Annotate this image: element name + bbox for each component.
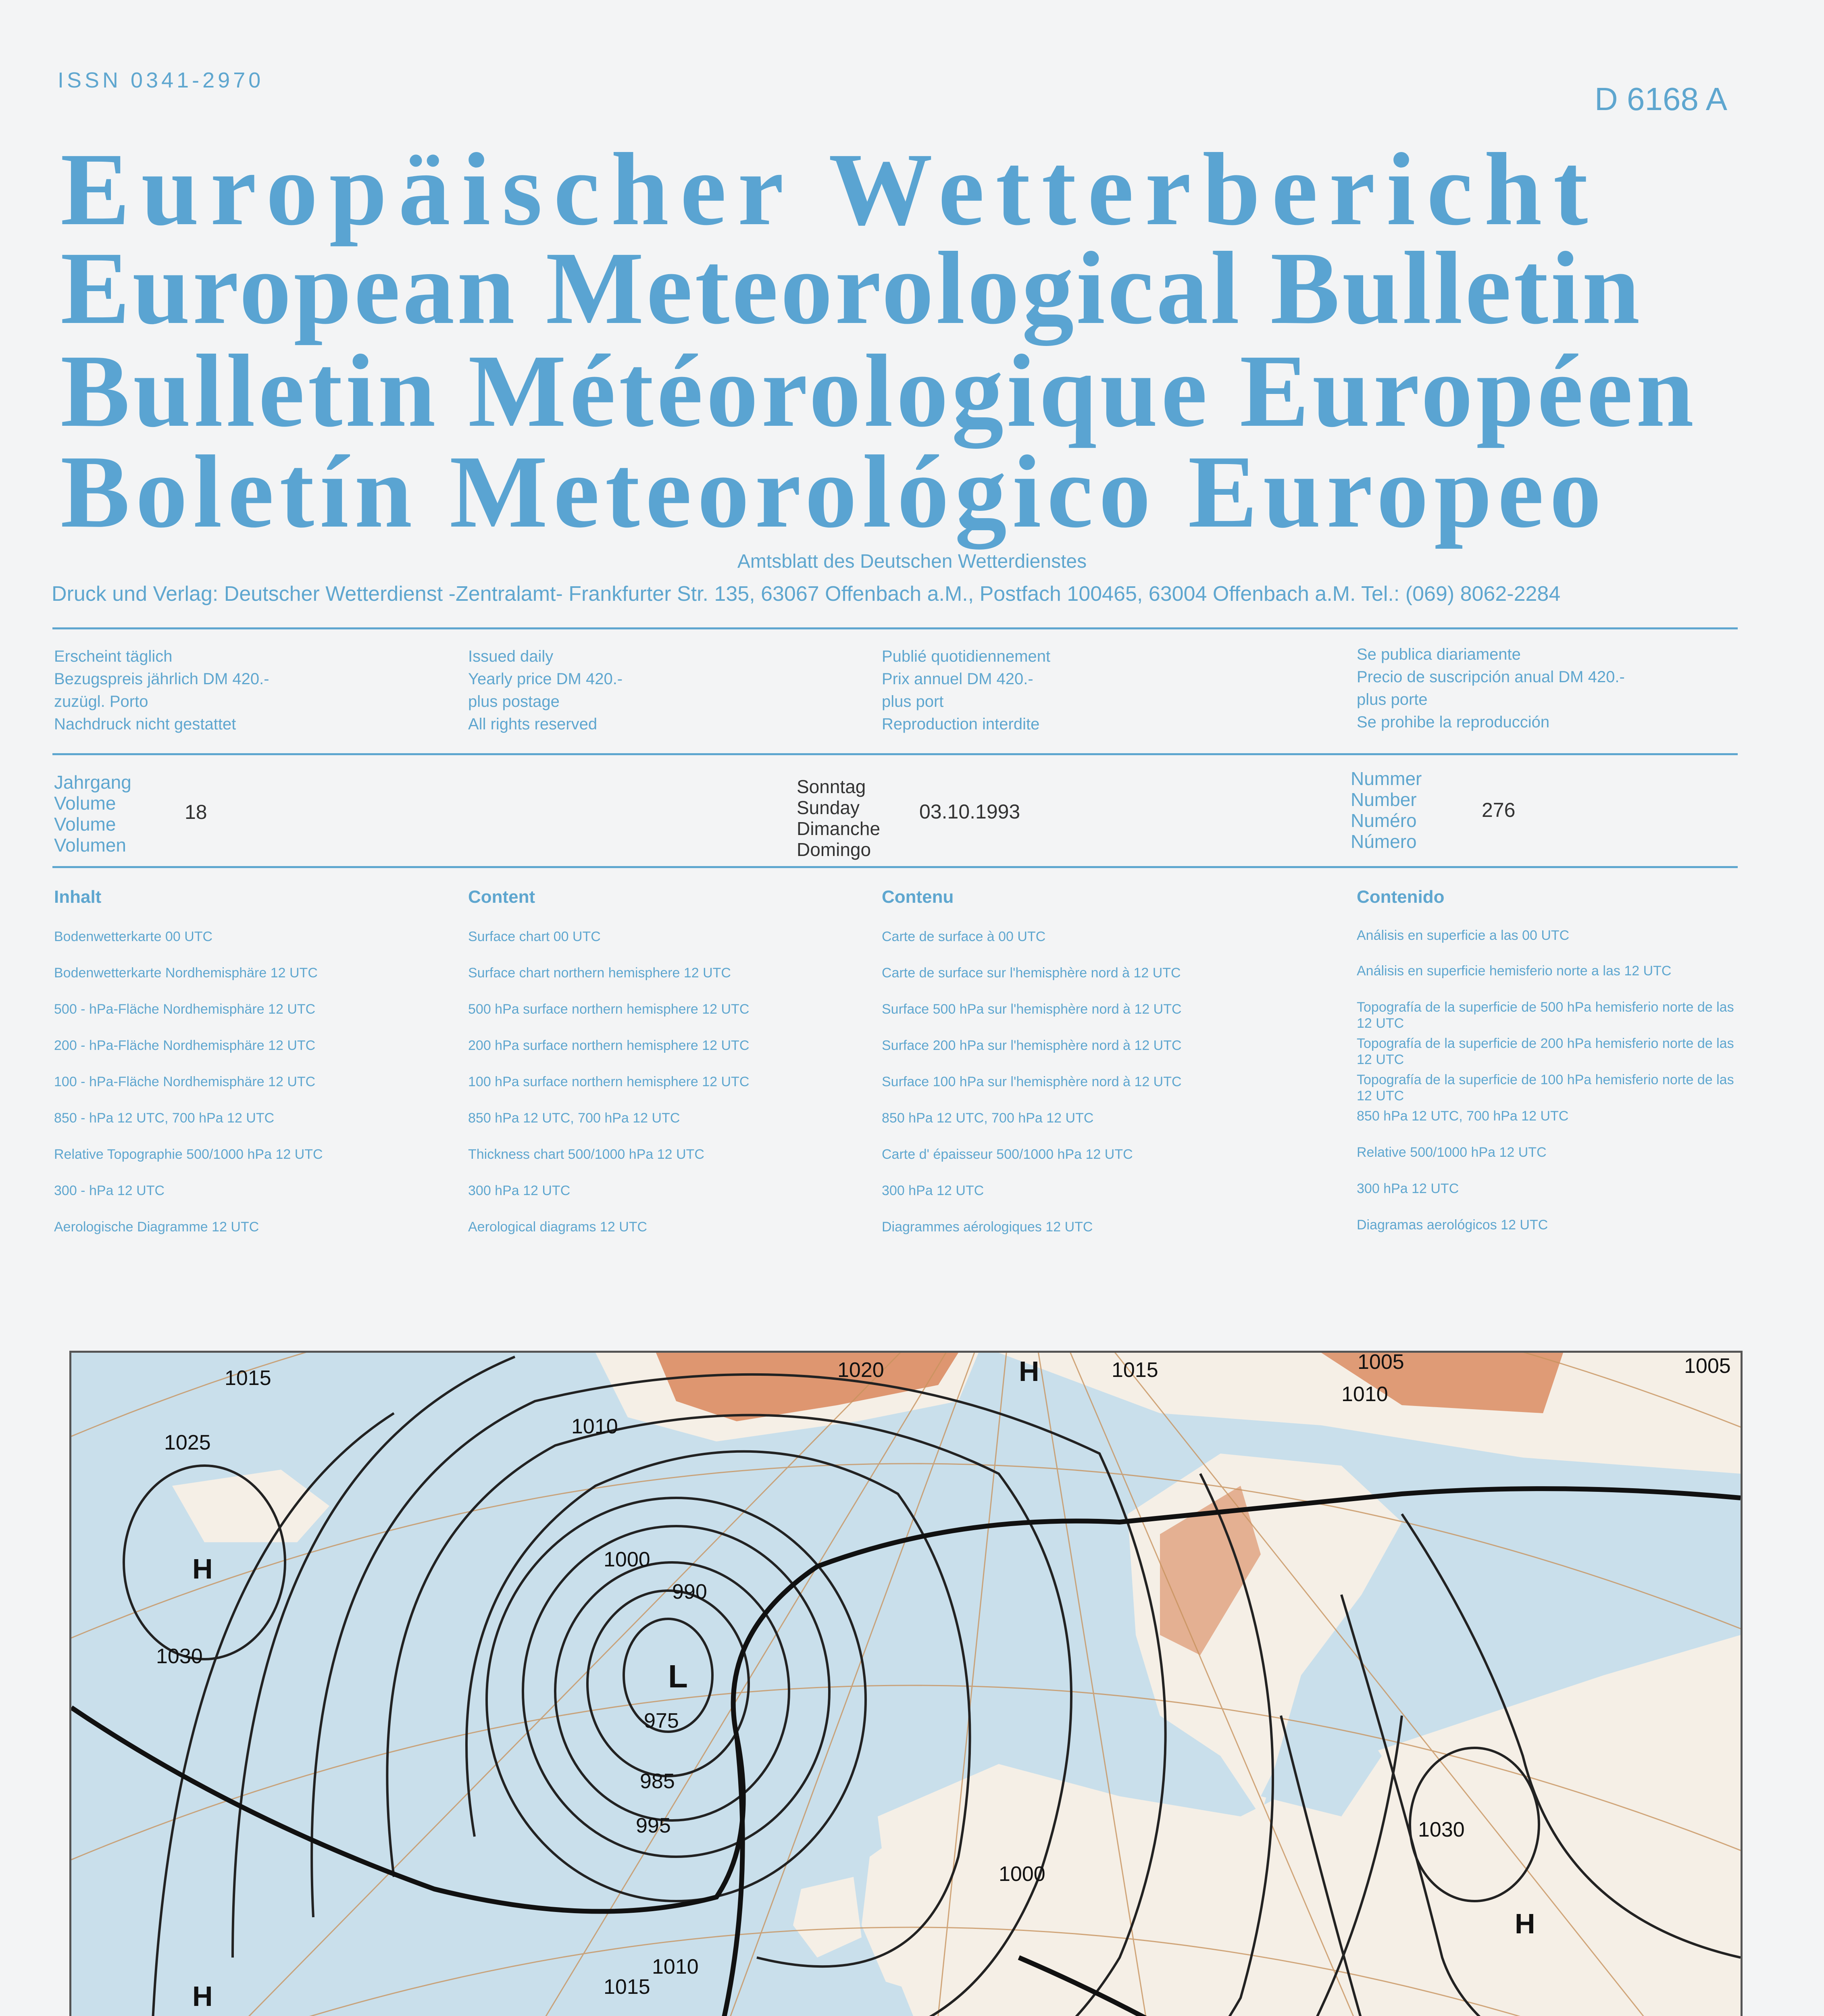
contents-heading-es: Contenido bbox=[1357, 887, 1445, 907]
isobar-label: 1010 bbox=[652, 1955, 699, 1979]
contents-item: 200 hPa surface northern hemisphere 12 UTC bbox=[468, 1038, 750, 1053]
contents-item: 300 hPa 12 UTC bbox=[882, 1183, 984, 1198]
pub-info-line: plus porte bbox=[1357, 691, 1428, 708]
issn-number: ISSN 0341-2970 bbox=[58, 68, 264, 92]
contents-item: Carte de surface à 00 UTC bbox=[882, 929, 1046, 944]
contents-item: Topografía de la superficie de 200 hPa hemisferio norte de las 12 UTC bbox=[1357, 1036, 1734, 1067]
pub-info-line: Bezugspreis jährlich DM 420.- bbox=[54, 670, 269, 688]
isobar-label: 1000 bbox=[604, 1548, 650, 1571]
pub-info-line: Yearly price DM 420.- bbox=[468, 670, 623, 688]
pub-info-line: plus port bbox=[882, 693, 944, 710]
day-label: Sonntag bbox=[797, 776, 866, 797]
contents-item: 100 hPa surface northern hemisphere 12 UTC bbox=[468, 1074, 750, 1089]
contents-item: 200 - hPa-Fläche Nordhemisphäre 12 UTC bbox=[54, 1038, 316, 1053]
isobar-label: 1020 bbox=[837, 1358, 884, 1382]
volume-labels bbox=[54, 772, 131, 856]
day-label: Sunday bbox=[797, 797, 860, 818]
volume-label: Volume bbox=[54, 814, 116, 835]
isobar-label: 995 bbox=[636, 1814, 671, 1837]
pub-info-line: Issued daily bbox=[468, 648, 554, 665]
contents-item: 850 hPa 12 UTC, 700 hPa 12 UTC bbox=[882, 1110, 1094, 1126]
isobar-label: 1030 bbox=[156, 1645, 203, 1668]
isobar-label: 985 bbox=[640, 1770, 675, 1793]
contents-item: Diagrammes aérologiques 12 UTC bbox=[882, 1219, 1093, 1235]
volume-label: Jahrgang bbox=[54, 772, 131, 793]
pub-info-line: plus postage bbox=[468, 693, 560, 710]
day-label: Domingo bbox=[797, 839, 871, 860]
high-center-label: H bbox=[192, 1553, 213, 1585]
publication-code: D 6168 A bbox=[1595, 81, 1728, 117]
contents-heading-fr: Contenu bbox=[882, 887, 954, 907]
cold-front-atlantic bbox=[71, 1708, 743, 1912]
pub-info-de bbox=[54, 645, 269, 735]
contents-item: 500 hPa surface northern hemisphere 12 UTC bbox=[468, 1002, 750, 1017]
pub-info-line: Se prohibe la reproducción bbox=[1357, 713, 1550, 731]
contents-item: 850 hPa 12 UTC, 700 hPa 12 UTC bbox=[468, 1110, 680, 1126]
contents-item: Relative 500/1000 hPa 12 UTC bbox=[1357, 1145, 1547, 1160]
isobar-label: 1005 bbox=[1358, 1353, 1404, 1374]
map-svg bbox=[71, 1353, 1741, 2016]
volume-label: Volumen bbox=[54, 835, 127, 856]
pub-info-line: Publié quotidiennement bbox=[882, 648, 1051, 665]
pub-info-en bbox=[468, 645, 623, 735]
contents-item: Surface 200 hPa sur l'hemisphère nord à 12 UTC bbox=[882, 1038, 1182, 1053]
contents-item: Análisis en superficie a las 00 UTC bbox=[1357, 928, 1570, 943]
title-french: Bulletin Météorologique Européen bbox=[60, 333, 1697, 448]
contents-item: Carte de surface sur l'hemisphère nord à 12 UTC bbox=[882, 965, 1181, 981]
isobar-label: 1005 bbox=[1684, 1354, 1731, 1378]
isobar-label: 1015 bbox=[225, 1366, 271, 1390]
contents-item: Análisis en superficie hemisferio norte a las 12 UTC bbox=[1357, 963, 1672, 979]
isobar-label: 1030 bbox=[1418, 1818, 1465, 1841]
isobar-label: 975 bbox=[644, 1709, 679, 1733]
contents-item: Bodenwetterkarte 00 UTC bbox=[54, 929, 213, 944]
contents-heading-en: Content bbox=[468, 887, 535, 907]
contents-item: Aerologische Diagramme 12 UTC bbox=[54, 1219, 259, 1235]
contents-item: Bodenwetterkarte Nordhemisphäre 12 UTC bbox=[54, 965, 318, 981]
pub-info-fr bbox=[882, 645, 1050, 735]
low-center-label: L bbox=[668, 1658, 688, 1694]
land-ireland bbox=[793, 1877, 862, 1958]
divider bbox=[52, 753, 1738, 755]
contents-heading-de: Inhalt bbox=[54, 887, 102, 907]
high-center-label: H bbox=[1515, 1908, 1535, 1939]
contents-item: 300 - hPa 12 UTC bbox=[54, 1183, 165, 1198]
latitude-line bbox=[71, 1464, 1741, 1655]
title-german: Europäischer Wetterbericht bbox=[60, 131, 1599, 247]
contents-item: 500 - hPa-Fläche Nordhemisphäre 12 UTC bbox=[54, 1002, 316, 1017]
contents-item: Surface 100 hPa sur l'hemisphère nord à 12 UTC bbox=[882, 1074, 1182, 1089]
divider bbox=[52, 866, 1738, 868]
isobar-label: 1015 bbox=[604, 1975, 650, 1999]
isobar-label: 1025 bbox=[164, 1431, 211, 1454]
pub-info-line: Precio de suscripción anual DM 420.- bbox=[1357, 668, 1625, 686]
contents-item: Surface 500 hPa sur l'hemisphère nord à 12 UTC bbox=[882, 1002, 1182, 1017]
number-label: Number bbox=[1351, 789, 1417, 810]
contents-item: Relative Topographie 500/1000 hPa 12 UTC bbox=[54, 1147, 323, 1162]
contents-item: Diagramas aerológicos 12 UTC bbox=[1357, 1217, 1548, 1233]
number-label: Numéro bbox=[1351, 810, 1417, 831]
isobar-label: 1000 bbox=[999, 1862, 1045, 1886]
pub-info-line: Se publica diariamente bbox=[1357, 646, 1521, 663]
issue-number: 276 bbox=[1482, 799, 1516, 821]
amtsblatt-subtitle: Amtsblatt des Deutschen Wetterdienstes bbox=[737, 551, 1087, 572]
day-label: Dimanche bbox=[797, 818, 881, 839]
pub-info-line: zuzügl. Porto bbox=[54, 693, 148, 710]
contents-item: 300 hPa 12 UTC bbox=[1357, 1181, 1459, 1196]
contents-item: Surface chart northern hemisphere 12 UTC bbox=[468, 965, 731, 981]
title-english: European Meteorological Bulletin bbox=[60, 230, 1643, 346]
contents-item: Topografía de la superficie de 100 hPa hemisferio norte de las 12 UTC bbox=[1357, 1072, 1734, 1104]
contents-item: 850 - hPa 12 UTC, 700 hPa 12 UTC bbox=[54, 1110, 275, 1126]
contents-item: 300 hPa 12 UTC bbox=[468, 1183, 571, 1198]
contents-item: 100 - hPa-Fläche Nordhemisphäre 12 UTC bbox=[54, 1074, 316, 1089]
pub-info-line: Prix annuel DM 420.- bbox=[882, 670, 1033, 688]
number-label: Nummer bbox=[1351, 768, 1422, 789]
volume-value: 18 bbox=[185, 801, 207, 823]
contents-item: Surface chart 00 UTC bbox=[468, 929, 601, 944]
contents-item: Carte d' épaisseur 500/1000 hPa 12 UTC bbox=[882, 1147, 1133, 1162]
title-spanish: Boletín Meteorológico Europeo bbox=[60, 434, 1607, 549]
land-iceland bbox=[172, 1470, 329, 1542]
isobar-label: 1010 bbox=[571, 1415, 618, 1438]
volume-label: Volume bbox=[54, 793, 116, 814]
isobar-label: 1010 bbox=[1341, 1383, 1388, 1406]
pub-info-line: Nachdruck nicht gestattet bbox=[54, 715, 236, 733]
pub-info-line: Erscheint täglich bbox=[54, 648, 173, 665]
number-labels bbox=[1351, 768, 1422, 852]
pub-info-line: All rights reserved bbox=[468, 715, 598, 733]
divider bbox=[52, 627, 1738, 629]
cold-front-europe bbox=[700, 1736, 743, 2016]
number-label: Número bbox=[1351, 831, 1417, 852]
day-labels bbox=[797, 776, 880, 860]
pub-info-es bbox=[1357, 643, 1625, 733]
contents-item: 850 hPa 12 UTC, 700 hPa 12 UTC bbox=[1357, 1108, 1569, 1124]
isobar-label: 1015 bbox=[1112, 1358, 1158, 1382]
issue-date: 03.10.1993 bbox=[919, 800, 1020, 823]
contents-item: Aerological diagrams 12 UTC bbox=[468, 1219, 648, 1235]
publisher-line: Druck und Verlag: Deutscher Wetterdienst -Zentralamt- Frankfurter Str. 135, 63067 Offenbach a.M., Postfach 100465, 63004 Offenbach a.M. Tel.: (069) 8062-2284 bbox=[52, 582, 1561, 606]
high-center-label: H bbox=[1019, 1356, 1039, 1387]
high-center-label: H bbox=[192, 1981, 213, 2012]
contents-item: Thickness chart 500/1000 hPa 12 UTC bbox=[468, 1147, 704, 1162]
contents-item: Topografía de la superficie de 500 hPa hemisferio norte de las 12 UTC bbox=[1357, 1000, 1734, 1031]
surface-weather-map bbox=[69, 1351, 1743, 2016]
isobar-label: 990 bbox=[672, 1580, 707, 1604]
pub-info-line: Reproduction interdite bbox=[882, 715, 1040, 733]
